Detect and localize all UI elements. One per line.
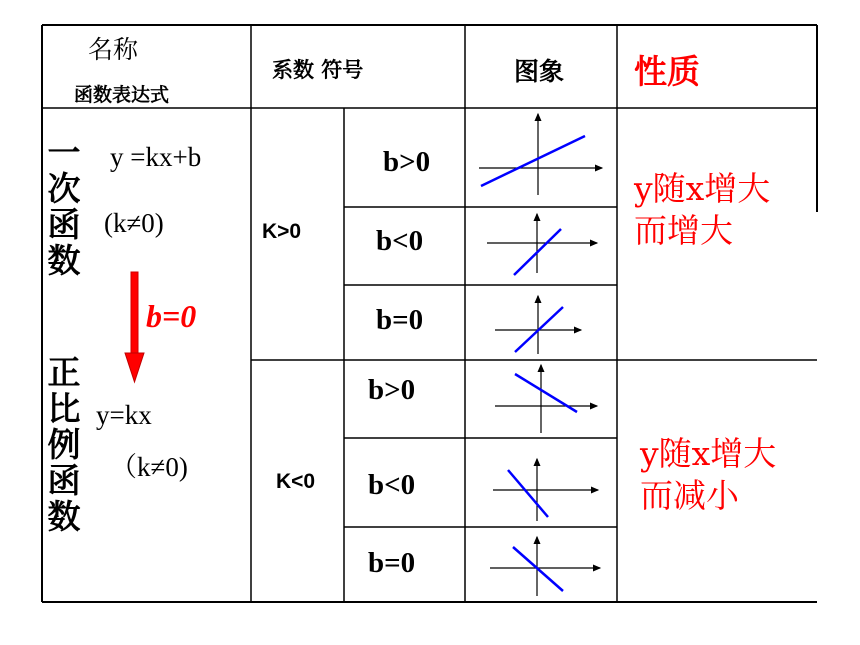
case-k-pos-b-neg: b<0 [376,225,424,257]
case-k-pos-b-zero: b=0 [376,304,424,336]
linear-formula: y =kx+b [110,142,202,172]
property-decreasing: y随x增大 而减小 [640,434,777,515]
proportional-condition: （k≠0) [110,452,188,482]
linear-function-label: 一 次 函 数 [47,133,81,280]
header-name: 名称 [88,35,139,64]
case-k-neg-b-neg: b<0 [368,469,416,501]
header-expression: 函数表达式 [74,84,170,106]
property-increasing: y随x增大 而增大 [634,169,771,250]
k-positive-label: K>0 [262,220,302,243]
case-k-neg-b-pos: b>0 [368,374,416,406]
case-k-pos-b-pos: b>0 [383,146,431,178]
graph-k-neg-b-pos [495,365,597,433]
graph-k-pos-b-neg [487,214,597,275]
proportional-formula: y=kx [96,400,152,430]
graph-k-pos-b-pos [479,114,602,195]
graph-k-neg-b-zero [490,537,600,596]
header-property: 性质 [634,52,700,91]
proportional-function-label: 正 比 例 函 数 [47,353,81,536]
graph-k-pos-b-zero [495,296,581,354]
down-arrow-icon [125,272,144,382]
linear-condition: (k≠0) [104,208,164,238]
graph-k-neg-b-neg [493,459,598,521]
transition-label: b=0 [146,298,197,334]
case-k-neg-b-zero: b=0 [368,547,416,579]
k-negative-label: K<0 [276,470,316,493]
header-coefficient-sign: 系数 符号 [272,58,364,82]
header-graph: 图象 [514,57,565,86]
